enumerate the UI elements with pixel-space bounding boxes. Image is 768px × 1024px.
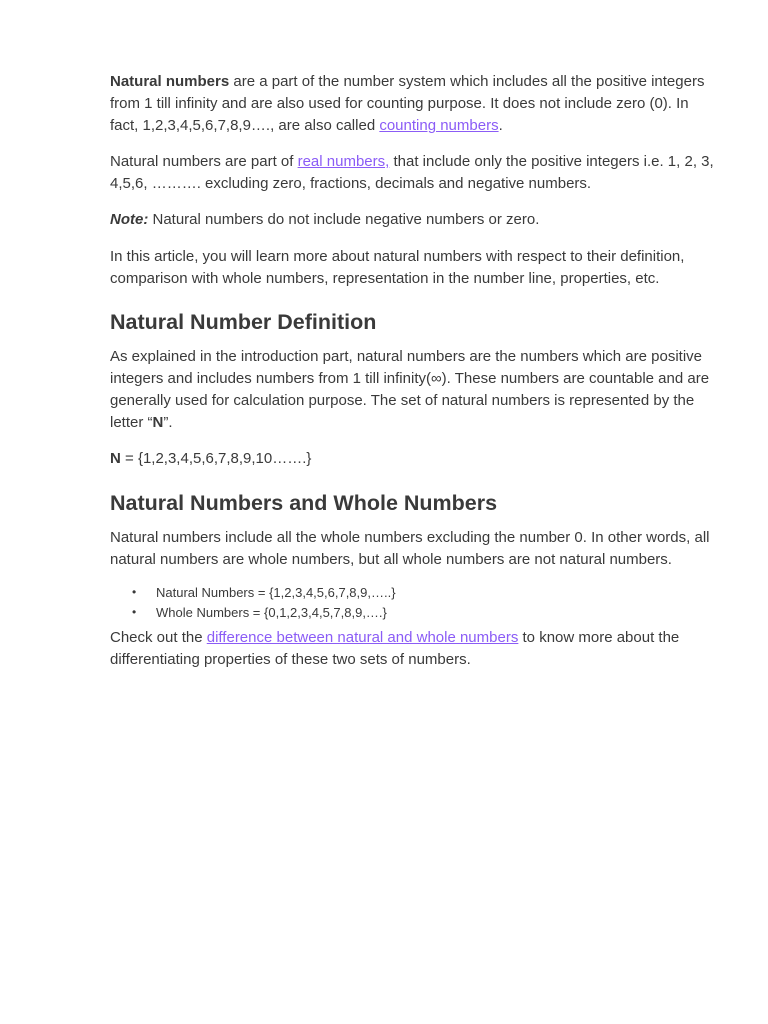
list-item-text: Natural Numbers = {1,2,3,4,5,6,7,8,9,…..} xyxy=(156,585,396,600)
definition-heading: Natural Number Definition xyxy=(110,310,377,334)
difference-link[interactable]: difference between natural and whole numbers xyxy=(206,629,519,646)
bullet-icon: • xyxy=(132,604,137,619)
check-out-paragraph xyxy=(110,627,720,671)
natural-set-notation xyxy=(110,448,311,470)
intro-term: Natural numbers xyxy=(110,73,230,90)
article-overview-paragraph: In this article, you will learn more about natural numbers with respect to their definition, comparison with whole numbers, representation in the number line, properties, etc. xyxy=(110,248,685,287)
whole-numbers-paragraph: Natural numbers include all the whole numbers excluding the number 0. In other words, all natural numbers are whole numbers, but all whole numbers are not natural numbers. xyxy=(110,529,710,568)
number-sets-list xyxy=(110,583,716,622)
real-numbers-paragraph xyxy=(110,151,720,195)
set-value: = {1,2,3,4,5,6,7,8,9,10…….} xyxy=(120,450,312,467)
para2-text: Natural numbers are part of xyxy=(110,153,298,170)
definition-letter: N xyxy=(152,414,164,431)
counting-numbers-link[interactable]: counting numbers xyxy=(379,117,499,134)
set-symbol: N xyxy=(110,450,121,467)
intro-text-end: . xyxy=(498,117,503,134)
check-text: Check out the xyxy=(110,629,207,646)
real-numbers-link[interactable]: real numbers, xyxy=(297,153,390,170)
check-text-end: to know more about the differentiating properties of these two sets of numbers. xyxy=(110,629,680,668)
whole-numbers-heading: Natural Numbers and Whole Numbers xyxy=(110,491,498,515)
note-label: Note: xyxy=(110,211,149,228)
note-paragraph xyxy=(110,209,539,231)
note-text: Natural numbers do not include negative numbers or zero. xyxy=(148,211,540,228)
definition-text-end: ”. xyxy=(163,414,173,431)
bullet-icon: • xyxy=(132,585,137,599)
list-item xyxy=(132,603,716,623)
definition-paragraph xyxy=(110,346,720,434)
list-item xyxy=(132,583,716,603)
para2-text-end: that include only the positive integers i.e. 1, 2, 3, 4,5,6, ………. excluding zero, fractions, decimals and negative numbers. xyxy=(110,153,714,192)
list-item-text: Whole Numbers = {0,1,2,3,4,5,7,8,9,….} xyxy=(156,604,387,620)
intro-text: are a part of the number system which includes all the positive integers from 1 till infinity and are also used for counting purpose. It does not include zero (0). In fact, 1,2,3,4,5,6,7,8,9…., are also called xyxy=(110,73,705,134)
definition-text: As explained in the introduction part, natural numbers are the numbers which are positive integers and includes numbers from 1 till infinity(∞). These numbers are countable and are generally used for calculation purpose. The set of natural numbers is represented by the letter “ xyxy=(110,348,710,431)
intro-paragraph xyxy=(110,71,720,137)
